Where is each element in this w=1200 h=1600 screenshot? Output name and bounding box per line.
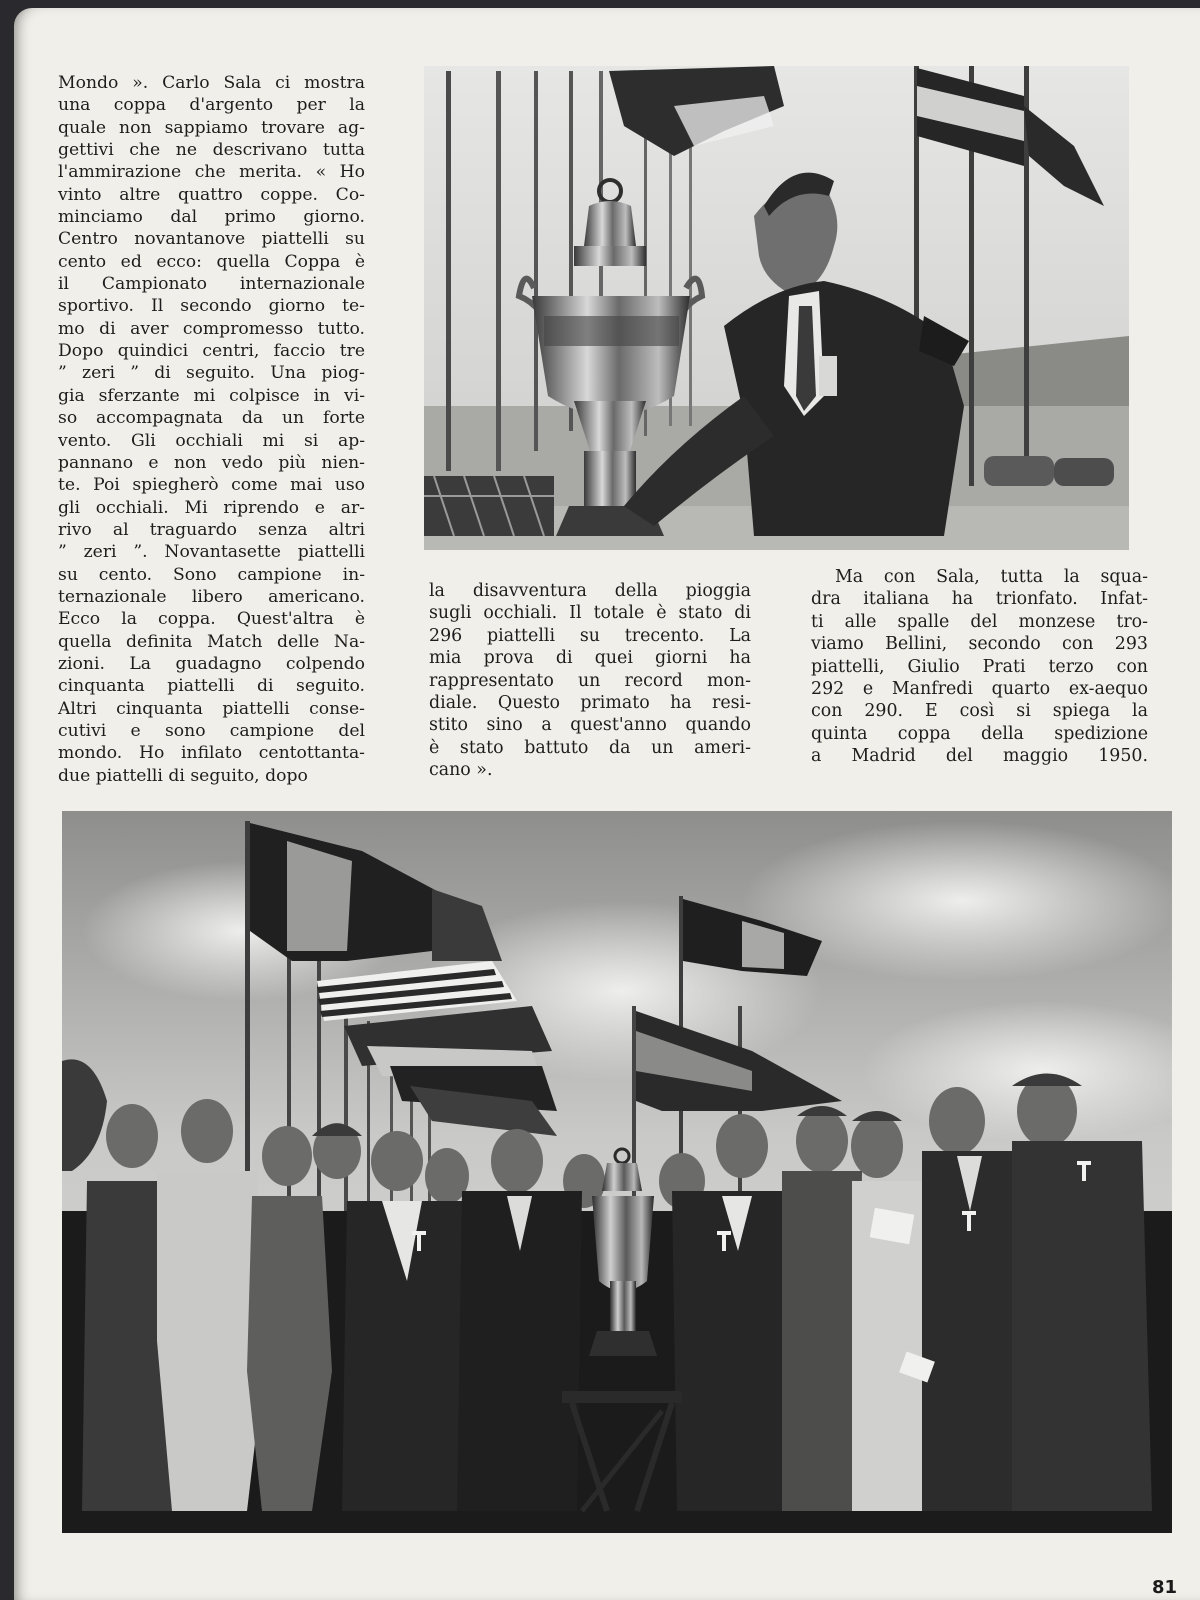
text-line: cento ed ecco: quella Coppa è [58, 251, 365, 272]
text-line: ternazionale libero americano. [58, 586, 365, 607]
text-line: so accompagnata da un forte [58, 408, 365, 429]
text-line: sugli occhiali. Il totale è stato di [429, 603, 751, 624]
text-line: rivo al traguardo senza altri [58, 519, 365, 540]
text-line: te. Poi spiegherò come mai uso [58, 475, 365, 496]
text-line: la disavventura della pioggia [429, 581, 751, 601]
text-line: Ma con Sala, tutta la squa- [835, 567, 1148, 587]
text-line: Centro novantanove piattelli su [58, 229, 365, 250]
text-line: Altri cinquanta piattelli conse- [58, 698, 365, 719]
text-line: diale. Questo primato ha resi- [429, 693, 751, 714]
text-line: Mondo ». Carlo Sala ci mostra [58, 73, 365, 93]
text-line: è stato battuto da un ameri- [429, 737, 751, 758]
text-line: due piattelli di seguito, dopo [58, 765, 308, 786]
text-line: con 290. E così si spiega la [811, 701, 1148, 722]
text-line: ” zeri ” di seguito. Una piog- [58, 363, 365, 384]
text-line: cano ». [429, 760, 493, 781]
text-line: piattelli, Giulio Prati terzo con [811, 656, 1148, 677]
text-line: gettivi che ne descrivano tutta [58, 140, 365, 161]
photo-team-with-trophy [62, 811, 1172, 1533]
text-line: vinto altre quattro coppe. Co- [58, 184, 365, 205]
text-line: gli occhiali. Mi riprendo e ar- [58, 497, 365, 518]
text-line: ” zeri ”. Novantasette piattelli [58, 542, 365, 563]
text-line: cutivi e sono campione del [58, 720, 365, 741]
text-line: a Madrid del maggio 1950. [811, 746, 1148, 767]
text-line: Dopo quindici centri, faccio tre [58, 341, 365, 362]
text-line: 296 piattelli su trecento. La [429, 625, 751, 646]
text-column-1 [58, 72, 365, 787]
text-column-2 [429, 580, 751, 782]
text-line: quinta coppa della spedizione [811, 723, 1148, 744]
text-line: Ecco la coppa. Quest'altra è [58, 609, 365, 630]
text-line: 292 e Manfredi quarto ex-aequo [811, 679, 1148, 700]
text-line: mondo. Ho infilato centottanta- [58, 743, 365, 764]
text-line: viamo Bellini, secondo con 293 [811, 634, 1148, 655]
text-line: cinquanta piattelli di seguito. [58, 676, 365, 697]
photo-man-with-trophy [424, 66, 1129, 550]
text-column-3 [811, 566, 1148, 768]
text-line: sportivo. Il secondo giorno te- [58, 296, 365, 317]
text-line: quella definita Match delle Na- [58, 631, 365, 652]
text-line: il Campionato internazionale [58, 274, 365, 295]
text-line: vento. Gli occhiali mi si ap- [58, 430, 365, 451]
photo-team-with-trophy-image [62, 811, 1172, 1533]
text-line: stito sino a quest'anno quando [429, 715, 751, 736]
magazine-page [14, 8, 1200, 1600]
text-line: ti alle spalle del monzese tro- [811, 611, 1148, 632]
text-line: mo di aver compromesso tutto. [58, 318, 365, 339]
text-line: dra italiana ha trionfato. Infat- [811, 589, 1148, 610]
text-line: zioni. La guadagno colpendo [58, 653, 365, 674]
page-number: 81 [1152, 1577, 1178, 1598]
text-line: pannano e non vedo più nien- [58, 452, 365, 473]
text-line: gia sferzante mi colpisce in vi- [58, 385, 365, 406]
text-line: quale non sappiamo trovare ag- [58, 117, 365, 138]
photo-man-with-trophy-image [424, 66, 1129, 550]
text-line: rappresentato un record mon- [429, 670, 751, 691]
text-line: una coppa d'argento per la [58, 95, 365, 116]
text-line: l'ammirazione che merita. « Ho [58, 162, 365, 183]
text-line: su cento. Sono campione in- [58, 564, 365, 585]
text-line: minciamo dal primo giorno. [58, 207, 365, 228]
text-line: mia prova di quei giorni ha [429, 648, 751, 669]
